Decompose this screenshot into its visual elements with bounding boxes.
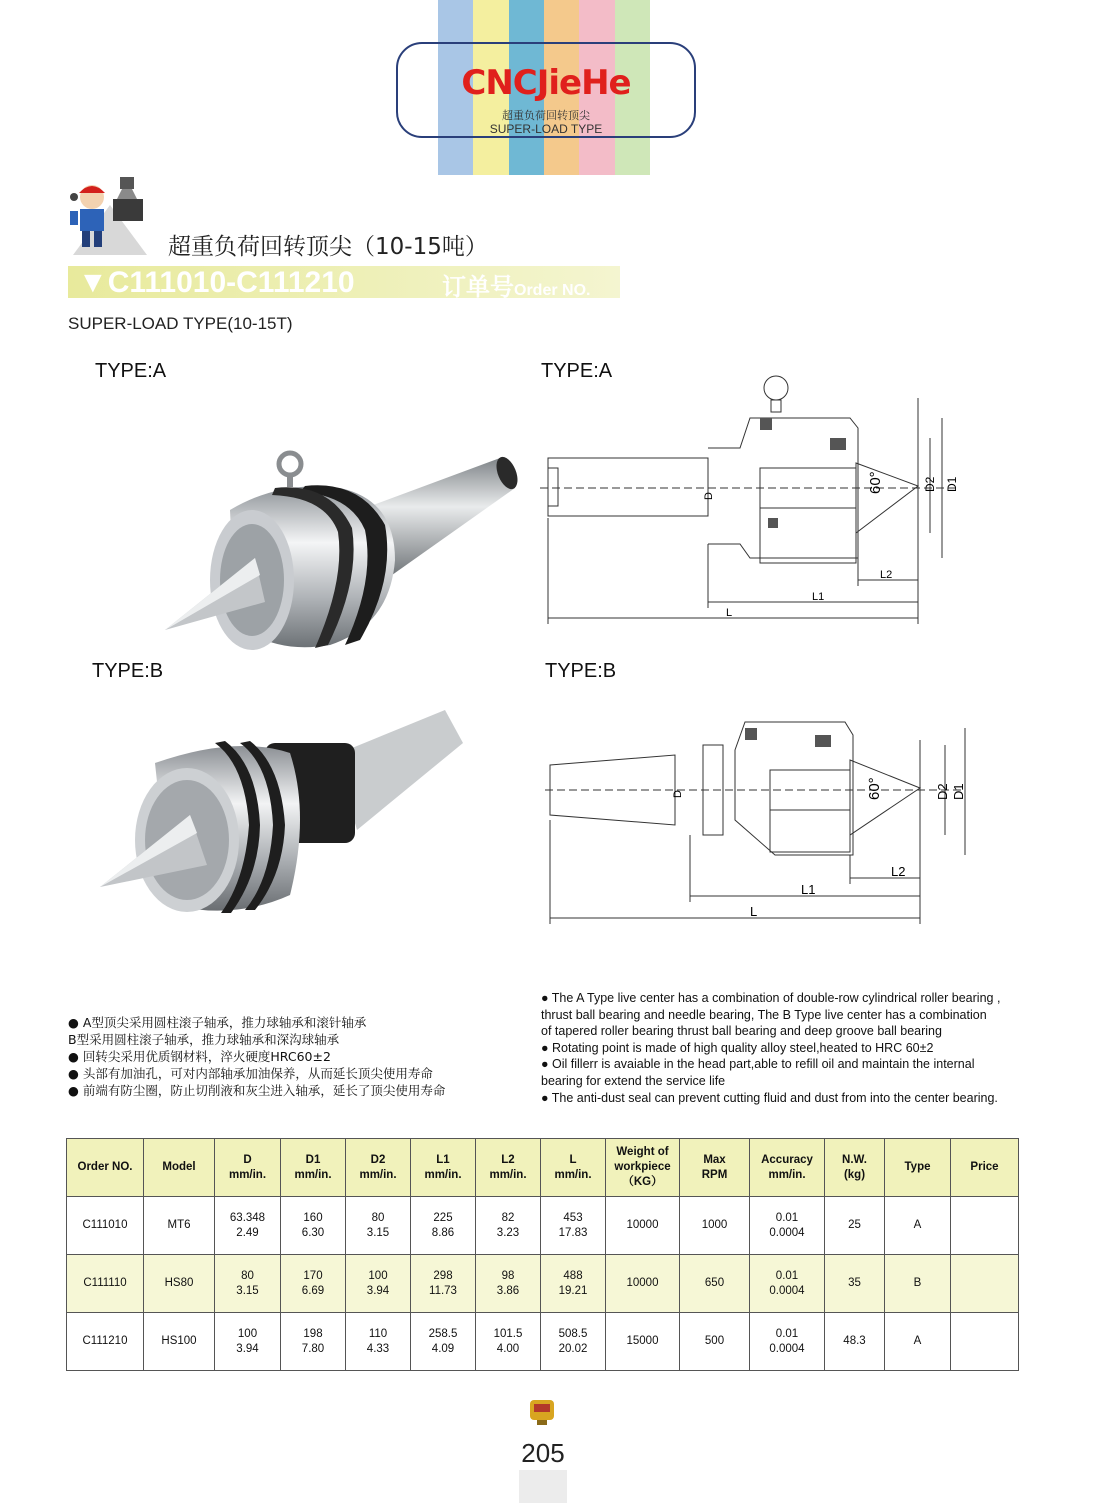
header-text: Weight of: [616, 1146, 669, 1158]
cell-text: 0.01: [775, 1211, 799, 1224]
cell-text: 20.02: [558, 1342, 588, 1355]
table-cell: [144, 1197, 215, 1255]
table-cell: [951, 1255, 1019, 1313]
feature-item-cn: ● 头部有加油孔，可对内部轴承加油保养，从而延长顶尖使用寿命: [68, 1066, 433, 1081]
cell-text: 19.21: [558, 1284, 588, 1297]
cell-text: 160: [303, 1211, 323, 1224]
order-label-en: Order NO.: [514, 282, 591, 299]
table-cell: [476, 1255, 541, 1313]
cell-text: C111210: [82, 1335, 128, 1347]
feature-item-cn: ● 前端有防尘圈，防止切削液和灰尘进入轴承，延长了顶尖使用寿命: [68, 1083, 446, 1098]
feature-item-en: ● Rotating point is made of high quality alloy steel,heated to HRC 60±2: [541, 1040, 934, 1055]
header-text: mm/in.: [768, 1168, 806, 1181]
feature-item-en: ● The anti-dust seal can prevent cutting fluid and dust from into the center bearing.: [541, 1090, 998, 1105]
cell-text: 3.15: [366, 1226, 390, 1239]
type-b-drawing-label: TYPE:B: [545, 660, 617, 682]
cell-text: 101.5: [493, 1327, 523, 1340]
table-header-row: [67, 1139, 1019, 1197]
feature-item-en: bearing for extend the service life: [541, 1073, 726, 1088]
table-cell: [606, 1255, 680, 1313]
table-cell: [541, 1255, 606, 1313]
cell-text: 35: [848, 1277, 861, 1289]
type-a-product-photo: [160, 440, 525, 670]
cell-text: HS100: [161, 1335, 197, 1347]
table-cell: [606, 1197, 680, 1255]
cell-text: 170: [303, 1269, 323, 1282]
table-header-cell: [680, 1139, 750, 1197]
header-text: Max: [703, 1153, 726, 1166]
cell-text: 1000: [701, 1219, 728, 1231]
table-header-cell: [885, 1139, 951, 1197]
order-label-cn: 订单号: [442, 274, 514, 301]
section-title-en: SUPER-LOAD TYPE(10-15T): [68, 314, 293, 333]
drawing-b-d-label: D: [672, 790, 684, 798]
cell-text: 4.09: [431, 1342, 455, 1355]
cell-text: HS80: [164, 1277, 194, 1289]
header-text: Accuracy: [761, 1153, 813, 1166]
table-header-cell: [541, 1139, 606, 1197]
cell-text: C111010: [82, 1219, 128, 1231]
cell-text: 508.5: [558, 1327, 588, 1340]
cell-text: 0.0004: [769, 1226, 805, 1239]
header-text: Order NO.: [77, 1161, 133, 1173]
table-cell: [825, 1313, 885, 1371]
feature-item-cn: ● A型顶尖采用圆柱滚子轴承，推力球轴承和滚针轴承: [68, 1015, 367, 1030]
table-cell: [67, 1197, 144, 1255]
header-text: workpiece: [614, 1161, 671, 1173]
table-cell: [606, 1313, 680, 1371]
header-text: mm/in.: [424, 1168, 462, 1181]
cell-text: 17.83: [558, 1226, 588, 1239]
cell-text: 453: [563, 1211, 583, 1224]
cell-text: 500: [704, 1335, 725, 1347]
table-cell: [346, 1255, 411, 1313]
type-b-technical-drawing: [545, 710, 975, 930]
order-label: [442, 267, 590, 302]
logo-subtitle-en: SUPER-LOAD TYPE: [489, 122, 603, 136]
header-text: mm/in.: [294, 1168, 332, 1181]
cell-text: A: [913, 1335, 922, 1347]
drawing-a-l-label: L: [726, 607, 733, 619]
cell-text: 488: [563, 1269, 583, 1282]
type-b-photo-label: TYPE:B: [92, 660, 164, 682]
drawing-b-angle: 60°: [866, 777, 883, 800]
header-text: D2: [370, 1153, 386, 1166]
table-cell: [680, 1197, 750, 1255]
table-header-cell: [476, 1139, 541, 1197]
cell-text: 2.49: [236, 1226, 259, 1239]
cell-text: 4.33: [366, 1342, 390, 1355]
table-cell: [541, 1197, 606, 1255]
table-header-cell: [606, 1139, 680, 1197]
feature-item-en: ● The A Type live center has a combination of double-row cylindrical roller bearing ,: [541, 991, 1001, 1005]
table-cell: [346, 1313, 411, 1371]
type-a-photo-label: TYPE:A: [95, 360, 167, 382]
header-text: Type: [904, 1161, 931, 1173]
cell-text: B: [913, 1277, 922, 1289]
table-cell: [411, 1197, 476, 1255]
table-cell: [885, 1313, 951, 1371]
cell-text: 3.86: [496, 1284, 520, 1297]
spec-table: [66, 1138, 1019, 1371]
table-cell: [215, 1313, 281, 1371]
header-text: （KG）: [622, 1176, 663, 1188]
cell-text: 80: [241, 1269, 254, 1282]
cell-text: 198: [303, 1327, 323, 1340]
mascot-icon: [65, 175, 155, 257]
table-cell: [680, 1255, 750, 1313]
drawing-a-angle: 60°: [867, 471, 884, 494]
type-a-drawing-label: TYPE:A: [541, 360, 613, 382]
table-cell: [825, 1255, 885, 1313]
logo-subtitle-cn: 超重负荷回转顶尖: [502, 110, 590, 122]
table-header-cell: [825, 1139, 885, 1197]
table-cell: [476, 1313, 541, 1371]
header-text: mm/in.: [359, 1168, 397, 1181]
header-text: Price: [970, 1161, 999, 1173]
drawing-b-l-label: L: [750, 904, 758, 919]
cell-text: 98: [501, 1269, 515, 1282]
drawing-a-l1-label: L1: [812, 591, 825, 603]
header-text: D1: [305, 1153, 321, 1166]
table-row: [67, 1255, 1019, 1313]
cell-text: 258.5: [428, 1327, 458, 1340]
table-cell: [750, 1197, 825, 1255]
table-row: [67, 1197, 1019, 1255]
table-header-cell: [346, 1139, 411, 1197]
feature-item-cn: B型采用圆柱滚子轴承，推力球轴承和深沟球轴承: [68, 1032, 340, 1047]
cell-text: 7.80: [301, 1342, 325, 1355]
feature-item-en: thrust ball bearing and needle bearing, The B Type live center has a combination: [541, 1007, 987, 1022]
header-text: mm/in.: [554, 1168, 592, 1181]
drawing-b-l1-label: L1: [801, 882, 816, 897]
cell-text: 650: [704, 1277, 725, 1289]
table-cell: [281, 1197, 346, 1255]
header-text: mm/in.: [489, 1168, 527, 1181]
header-text: mm/in.: [228, 1168, 267, 1181]
cell-text: 3.15: [236, 1284, 259, 1297]
cell-text: 100: [368, 1269, 388, 1282]
cell-text: C111110: [83, 1277, 127, 1289]
table-cell: [67, 1255, 144, 1313]
table-cell: [825, 1197, 885, 1255]
drawing-a-d2-label: D2: [923, 476, 937, 492]
cell-text: 0.0004: [769, 1284, 805, 1297]
table-cell: [215, 1255, 281, 1313]
table-cell: [346, 1197, 411, 1255]
cell-text: 6.30: [301, 1226, 325, 1239]
header-text: N.W.: [842, 1153, 867, 1166]
cell-text: 4.00: [496, 1342, 520, 1355]
header-text: L2: [501, 1153, 515, 1166]
footer-mascot-icon: [527, 1396, 557, 1426]
page-number: 205: [521, 1438, 565, 1468]
cell-text: 8.86: [431, 1226, 455, 1239]
cell-text: 25: [848, 1219, 861, 1231]
feature-item-en: ● Oil fillerr is avaiable in the head part,able to refill oil and maintain the internal: [541, 1057, 975, 1072]
cell-text: 80: [371, 1211, 385, 1224]
cell-text: 110: [368, 1327, 388, 1340]
feature-item-en: of tapered roller bearing thrust ball bearing and deep groove ball bearing: [541, 1024, 942, 1039]
brand-logo: CNCJieHe: [461, 63, 631, 103]
table-cell: [541, 1313, 606, 1371]
table-row: [67, 1313, 1019, 1371]
header-text: L: [569, 1153, 577, 1166]
cell-text: 10000: [626, 1277, 659, 1289]
cell-text: 225: [433, 1211, 453, 1224]
table-cell: [885, 1197, 951, 1255]
header-text: Model: [162, 1161, 196, 1173]
table-cell: [951, 1313, 1019, 1371]
table-cell: [680, 1313, 750, 1371]
table-cell: [411, 1313, 476, 1371]
cell-text: 11.73: [429, 1284, 457, 1297]
drawing-a-l2-label: L2: [880, 569, 893, 581]
cell-text: 0.01: [775, 1327, 799, 1340]
cell-text: 0.0004: [769, 1342, 805, 1355]
features-list-en: [541, 990, 1031, 1106]
drawing-b-d1-label: D1: [951, 783, 966, 800]
table-header-cell: [281, 1139, 346, 1197]
cell-text: 10000: [626, 1219, 659, 1231]
table-header-cell: [411, 1139, 476, 1197]
table-cell: [750, 1313, 825, 1371]
table-cell: [215, 1197, 281, 1255]
table-header-cell: [750, 1139, 825, 1197]
type-a-technical-drawing: [540, 368, 970, 628]
drawing-b-l2-label: L2: [891, 864, 906, 879]
table-cell: [144, 1255, 215, 1313]
cell-text: 3.23: [496, 1226, 520, 1239]
cell-text: 3.94: [366, 1284, 390, 1297]
cell-text: 100: [237, 1327, 258, 1340]
table-cell: [281, 1313, 346, 1371]
table-cell: [750, 1255, 825, 1313]
cell-text: 6.69: [301, 1284, 325, 1297]
header-text: L1: [436, 1153, 450, 1166]
type-b-product-photo: [95, 705, 465, 925]
table-cell: [885, 1255, 951, 1313]
cell-text: A: [913, 1219, 922, 1231]
table-header-cell: [215, 1139, 281, 1197]
cell-text: 298: [433, 1269, 453, 1282]
table-header-cell: [144, 1139, 215, 1197]
cell-text: 63.348: [229, 1211, 266, 1224]
cell-text: MT6: [167, 1219, 191, 1231]
section-title-cn: 超重负荷回转顶尖（10-15吨）: [168, 234, 488, 260]
table-cell: [67, 1313, 144, 1371]
drawing-a-d-label: D: [703, 492, 715, 500]
cell-text: 48.3: [843, 1335, 866, 1347]
table-cell: [144, 1313, 215, 1371]
feature-item-cn: ● 回转尖采用优质钢材料，淬火硬度HRC60±2: [68, 1049, 331, 1064]
cell-text: 3.94: [236, 1342, 259, 1355]
header-text: RPM: [701, 1168, 728, 1181]
footer-tab: [519, 1470, 567, 1503]
table-cell: [951, 1197, 1019, 1255]
features-list-cn: [68, 1014, 538, 1099]
table-header-cell: [67, 1139, 144, 1197]
table-cell: [476, 1197, 541, 1255]
table-header-cell: [951, 1139, 1019, 1197]
order-code-range: ▼C111010-C111210: [78, 266, 355, 299]
table-cell: [411, 1255, 476, 1313]
cell-text: 0.01: [775, 1269, 799, 1282]
cell-text: 82: [501, 1211, 515, 1224]
drawing-a-d1-label: D1: [945, 476, 959, 492]
table-cell: [281, 1255, 346, 1313]
header-text: (kg): [843, 1168, 866, 1181]
cell-text: 15000: [626, 1335, 659, 1347]
drawing-b-d2-label: D2: [935, 783, 950, 800]
header-text: D: [243, 1153, 252, 1166]
